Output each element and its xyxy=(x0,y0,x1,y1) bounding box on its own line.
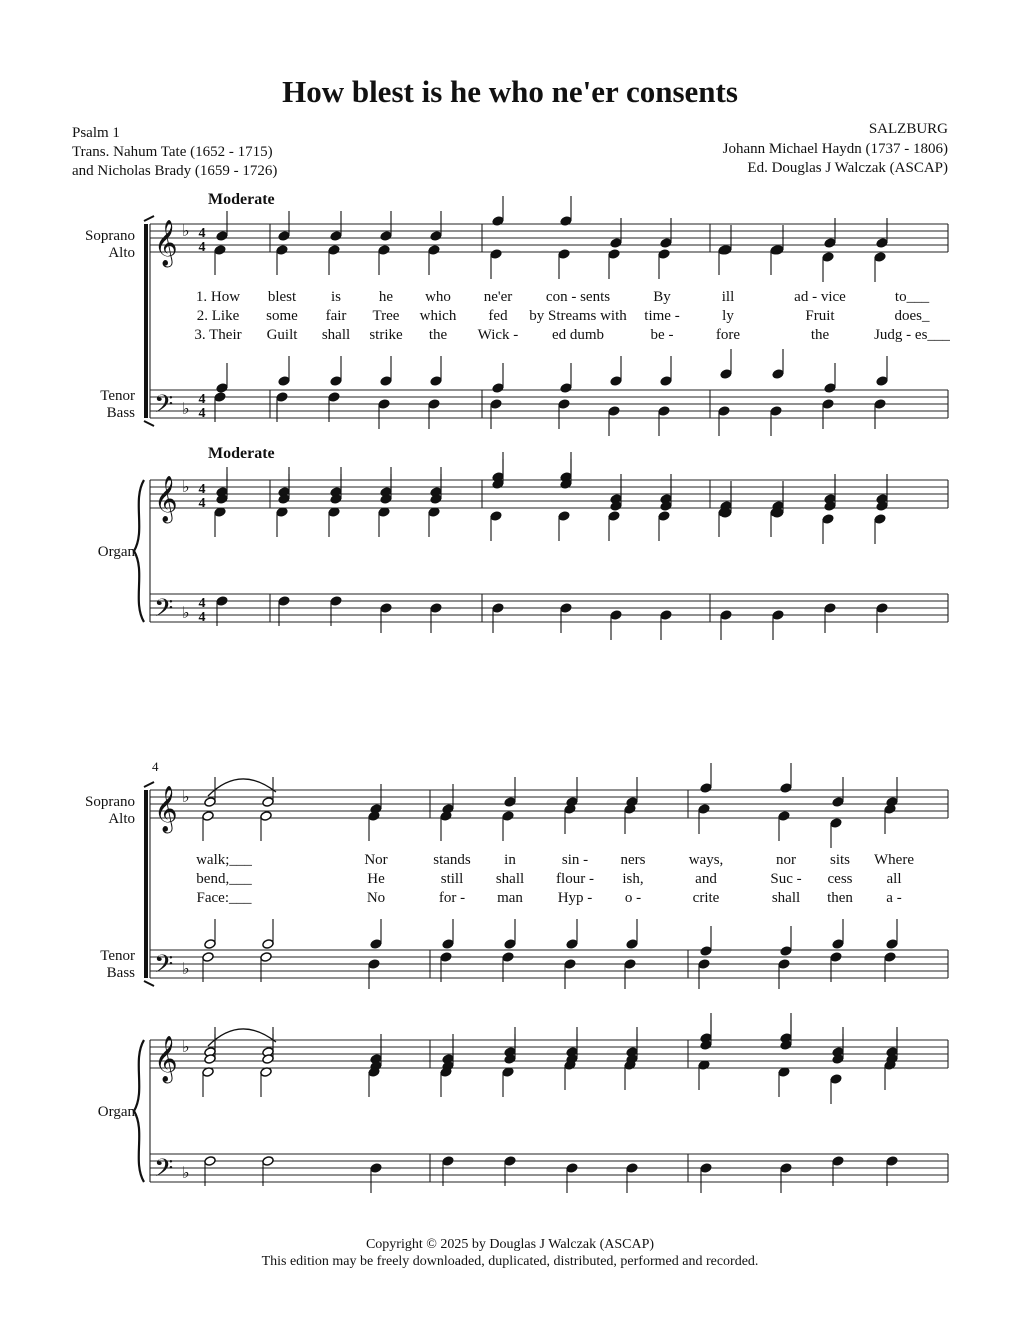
system1-lyric: Judg - es___ xyxy=(874,327,950,343)
label-organ: Organ xyxy=(97,1104,135,1120)
system1-lyric: the xyxy=(428,327,448,343)
notehead xyxy=(440,952,452,963)
notehead xyxy=(204,797,216,808)
system1-lyric: fair xyxy=(325,308,347,324)
notehead xyxy=(718,406,730,417)
notehead xyxy=(504,939,516,950)
system2-lyric: Where xyxy=(874,852,914,868)
system2-lyric: Hyp - xyxy=(557,890,593,906)
notehead xyxy=(380,231,392,242)
notehead xyxy=(428,245,440,256)
notehead xyxy=(216,231,228,242)
system2-lyric: a - xyxy=(886,890,902,906)
notehead xyxy=(626,1163,638,1174)
label-organ: Organ xyxy=(97,544,135,560)
notehead xyxy=(430,603,442,614)
notehead xyxy=(610,376,622,387)
system1-lyric: Guilt xyxy=(266,327,298,343)
notehead xyxy=(778,811,790,822)
copyright-line: Copyright © 2025 by Douglas J Walczak (ASCAP) xyxy=(365,1237,655,1252)
system2-lyric: sin - xyxy=(561,852,589,868)
treble-clef: 𝄞 xyxy=(154,1036,178,1081)
notehead xyxy=(564,959,576,970)
key-signature-flat: ♭ xyxy=(182,961,190,978)
system2-lyric: nor xyxy=(776,852,796,868)
notehead xyxy=(874,514,886,525)
notehead xyxy=(328,245,340,256)
key-signature-flat: ♭ xyxy=(182,789,190,806)
system1-lyric: the xyxy=(810,327,830,343)
notehead xyxy=(608,511,620,522)
notehead xyxy=(276,245,288,256)
system2-lyric: No xyxy=(366,890,386,906)
bass-clef: 𝄢 xyxy=(154,1155,174,1188)
notehead xyxy=(492,216,504,227)
system2-lyric: man xyxy=(497,890,523,906)
notehead xyxy=(560,216,572,227)
notehead xyxy=(626,939,638,950)
notehead xyxy=(558,249,570,260)
system1-lyric: strike xyxy=(369,327,403,343)
system1-lyric: he xyxy=(378,289,394,305)
notehead xyxy=(876,238,888,249)
key-signature-flat: ♭ xyxy=(182,605,190,622)
system2-lyric: still xyxy=(440,871,464,887)
key-signature-flat: ♭ xyxy=(182,1039,190,1056)
system2-lyric: He xyxy=(367,871,385,887)
notehead xyxy=(490,399,502,410)
system1-lyric: to___ xyxy=(894,289,930,305)
label-bass: Bass xyxy=(106,965,135,981)
notehead xyxy=(876,376,888,387)
label-soprano: Soprano xyxy=(85,794,135,810)
time-signature-denominator: 4 xyxy=(198,240,206,255)
notehead xyxy=(260,811,272,822)
system1-lyric: ad - vice xyxy=(794,289,846,305)
notehead xyxy=(330,376,342,387)
notehead xyxy=(558,511,570,522)
notehead xyxy=(368,959,380,970)
notehead xyxy=(330,231,342,242)
notehead xyxy=(876,603,888,614)
notehead xyxy=(778,959,790,970)
notehead xyxy=(720,610,732,621)
notehead xyxy=(560,603,572,614)
label-alto: Alto xyxy=(108,811,135,827)
notehead xyxy=(214,392,226,403)
system2-lyric: sits xyxy=(829,852,851,868)
slur xyxy=(208,779,276,796)
page-title: How blest is he who ne'er consents xyxy=(282,74,738,109)
notehead xyxy=(610,610,622,621)
notehead xyxy=(370,1163,382,1174)
system1-lyric: Fruit xyxy=(805,308,835,324)
system1-lyric: some xyxy=(266,308,298,324)
notehead xyxy=(428,399,440,410)
notehead xyxy=(658,511,670,522)
notehead xyxy=(660,238,672,249)
notehead xyxy=(378,245,390,256)
system2-lyric: shall xyxy=(771,890,801,906)
notehead xyxy=(830,818,842,829)
notehead xyxy=(658,406,670,417)
key-signature-flat: ♭ xyxy=(182,223,190,240)
notehead xyxy=(214,245,226,256)
system2-lyric: Face:___ xyxy=(196,890,252,906)
notehead xyxy=(832,1156,844,1167)
notehead xyxy=(558,399,570,410)
system1-lyric: by Streams with xyxy=(529,308,627,324)
notehead xyxy=(830,1074,842,1085)
bracket-hook xyxy=(144,981,154,986)
bracket-hook xyxy=(144,421,154,426)
system1-lyric: ill xyxy=(721,289,735,305)
notehead xyxy=(216,383,228,394)
system2-lyric: bend,___ xyxy=(196,871,252,887)
notehead xyxy=(772,369,784,380)
notehead xyxy=(832,939,844,950)
system1-lyric: time - xyxy=(644,308,680,324)
notehead xyxy=(216,596,228,607)
organ-brace xyxy=(134,1040,144,1182)
notehead xyxy=(492,383,504,394)
time-signature-numerator: 4 xyxy=(198,226,206,241)
copyright-footer xyxy=(0,1236,1020,1270)
notehead xyxy=(502,952,514,963)
translator-credit-2: and Nicholas Brady (1659 - 1726) xyxy=(72,163,278,179)
system1-lyric: By xyxy=(653,289,671,305)
notehead xyxy=(504,1156,516,1167)
system1-lyric: shall xyxy=(321,327,351,343)
notehead xyxy=(720,369,732,380)
notehead xyxy=(780,1163,792,1174)
notehead xyxy=(204,1156,216,1167)
notehead xyxy=(276,392,288,403)
notehead xyxy=(370,939,382,950)
notehead xyxy=(202,811,214,822)
notehead xyxy=(262,939,274,950)
notehead xyxy=(658,249,670,260)
system1-lyric: which xyxy=(419,308,457,324)
notehead xyxy=(566,1163,578,1174)
notehead xyxy=(830,952,842,963)
system2-lyric: crite xyxy=(692,890,720,906)
system2-lyric: cess xyxy=(827,871,853,887)
notehead xyxy=(700,946,712,957)
system1-lyric: who xyxy=(425,289,451,305)
notehead xyxy=(874,252,886,263)
label-tenor: Tenor xyxy=(100,388,135,404)
system2-lyric: ish, xyxy=(622,871,644,887)
treble-clef: 𝄞 xyxy=(154,220,178,265)
notehead xyxy=(780,946,792,957)
editor-credit: Ed. Douglas J Walczak (ASCAP) xyxy=(747,160,948,176)
system2-lyric: o - xyxy=(624,890,642,906)
notehead xyxy=(430,376,442,387)
notehead xyxy=(824,603,836,614)
notehead xyxy=(262,1156,274,1167)
key-signature-flat: ♭ xyxy=(182,401,190,418)
system1-lyric: ly xyxy=(722,308,734,324)
choir-bracket xyxy=(144,224,148,418)
system1-lyric: Tree xyxy=(372,308,400,324)
system1-lyric: does_ xyxy=(894,308,930,324)
notehead xyxy=(278,231,290,242)
organ-brace xyxy=(134,480,144,622)
notehead xyxy=(608,249,620,260)
system1-lyric: fore xyxy=(715,327,741,343)
label-bass: Bass xyxy=(106,405,135,421)
system2-lyric: flour - xyxy=(556,871,594,887)
notehead xyxy=(608,406,620,417)
notehead xyxy=(442,939,454,950)
time-signature-numerator: 4 xyxy=(198,482,206,497)
system1-lyric: ne'er xyxy=(483,289,513,305)
notehead xyxy=(824,383,836,394)
treble-clef: 𝄞 xyxy=(154,786,178,831)
system1-lyric: fed xyxy=(488,308,508,324)
notehead xyxy=(884,952,896,963)
system1-lyric: 2. Like xyxy=(196,308,240,324)
measure-number: 4 xyxy=(152,759,159,774)
translator-credit: Trans. Nahum Tate (1652 - 1715) xyxy=(72,144,273,160)
notehead xyxy=(886,939,898,950)
notehead xyxy=(204,939,216,950)
notehead xyxy=(490,249,502,260)
notehead xyxy=(278,596,290,607)
label-alto: Alto xyxy=(108,245,135,261)
time-signature-numerator: 4 xyxy=(198,392,206,407)
system1-lyric: blest xyxy=(267,289,297,305)
notehead xyxy=(566,939,578,950)
key-signature-flat: ♭ xyxy=(182,1165,190,1182)
bass-clef: 𝄢 xyxy=(154,595,174,628)
notehead xyxy=(660,376,672,387)
notehead xyxy=(824,238,836,249)
notehead xyxy=(698,959,710,970)
system1-lyric: is xyxy=(330,289,342,305)
notehead xyxy=(780,783,792,794)
notehead xyxy=(262,797,274,808)
tempo-marking: Moderate xyxy=(208,191,275,208)
tune-name: SALZBURG xyxy=(868,121,948,137)
notehead xyxy=(328,392,340,403)
bass-clef: 𝄢 xyxy=(154,391,174,424)
treble-clef: 𝄞 xyxy=(154,476,178,521)
system2-lyric: in xyxy=(504,852,516,868)
notehead xyxy=(260,952,272,963)
notehead xyxy=(492,603,504,614)
time-signature-denominator: 4 xyxy=(198,406,206,421)
psalm-reference: Psalm 1 xyxy=(72,125,120,141)
notehead xyxy=(874,399,886,410)
notehead xyxy=(700,783,712,794)
key-signature-flat: ♭ xyxy=(182,479,190,496)
notehead xyxy=(770,406,782,417)
notehead xyxy=(610,238,622,249)
license-line: This edition may be freely downloaded, duplicated, distributed, performed and recorded. xyxy=(261,1254,759,1269)
notehead xyxy=(822,514,834,525)
notehead xyxy=(624,959,636,970)
notehead xyxy=(380,376,392,387)
system2-lyric: then xyxy=(827,890,853,906)
system1-lyric: 1. How xyxy=(195,289,241,305)
time-signature-denominator: 4 xyxy=(198,496,206,511)
notehead xyxy=(278,376,290,387)
system1-lyric: con - sents xyxy=(545,289,611,305)
choir-bracket xyxy=(144,790,148,978)
system2-lyric: ners xyxy=(620,852,646,868)
system1-lyric: ed dumb xyxy=(551,327,605,343)
system2-lyric: Nor xyxy=(364,852,388,868)
bracket-hook xyxy=(144,782,154,787)
notehead xyxy=(380,603,392,614)
system2-lyric: ways, xyxy=(688,852,724,868)
notehead xyxy=(660,610,672,621)
label-tenor: Tenor xyxy=(100,948,135,964)
system2-lyric: walk;___ xyxy=(196,852,252,868)
label-soprano: Soprano xyxy=(85,228,135,244)
bass-clef: 𝄢 xyxy=(154,951,174,984)
notehead xyxy=(886,1156,898,1167)
notehead xyxy=(560,383,572,394)
notehead xyxy=(822,399,834,410)
system1-lyric: Wick - xyxy=(477,327,519,343)
notehead xyxy=(430,231,442,242)
slur xyxy=(208,1029,276,1046)
system2-lyric: stands xyxy=(433,852,471,868)
notehead xyxy=(202,952,214,963)
notehead xyxy=(490,511,502,522)
system1-lyric: 3. Their xyxy=(194,327,242,343)
tempo-marking: Moderate xyxy=(208,445,275,462)
notehead xyxy=(330,596,342,607)
notehead xyxy=(502,811,514,822)
notehead xyxy=(504,797,516,808)
notehead xyxy=(822,252,834,263)
notehead xyxy=(772,610,784,621)
system2-lyric: shall xyxy=(495,871,525,887)
system2-lyric: and xyxy=(695,871,717,887)
composer-credit: Johann Michael Haydn (1737 - 1806) xyxy=(722,140,948,157)
notehead xyxy=(698,804,710,815)
system2-lyric: Suc - xyxy=(770,871,802,887)
system2-lyric: for - xyxy=(438,890,466,906)
time-signature-denominator: 4 xyxy=(198,610,206,625)
bracket-hook xyxy=(144,216,154,221)
notehead xyxy=(378,399,390,410)
notehead xyxy=(832,797,844,808)
time-signature-numerator: 4 xyxy=(198,596,206,611)
system2-lyric: all xyxy=(886,871,902,887)
system1-lyric: be - xyxy=(650,327,674,343)
notehead xyxy=(700,1163,712,1174)
notehead xyxy=(442,1156,454,1167)
